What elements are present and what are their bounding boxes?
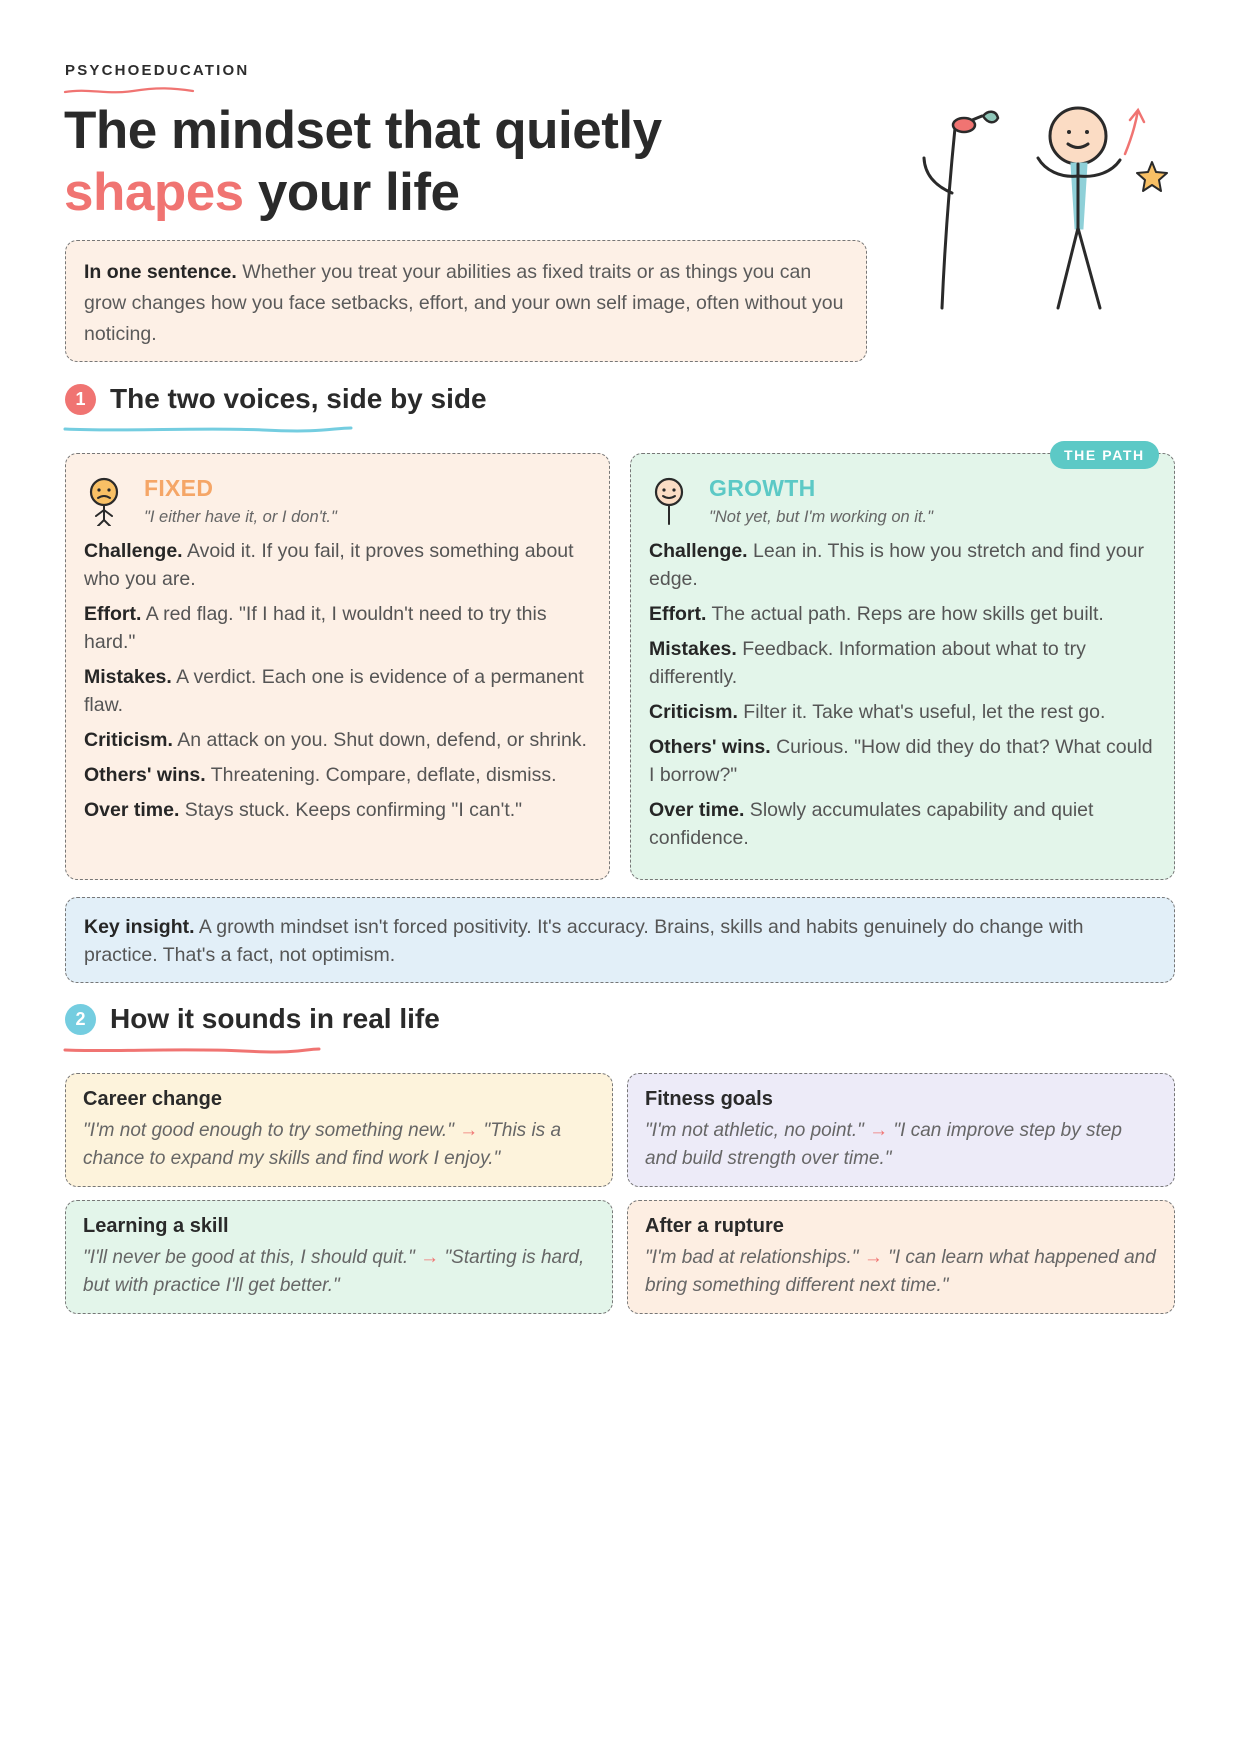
eyebrow-squiggle	[63, 86, 195, 96]
example-card-after-a-rupture	[627, 1200, 1175, 1314]
insight-label: Key insight.	[84, 916, 195, 938]
right-arrow-icon: →	[863, 1247, 883, 1268]
growth-row-others-wins: Others' wins. Curious. "How did they do that? What could I borrow?"	[649, 736, 1153, 786]
section-1-number: 1	[65, 384, 96, 415]
section-1-underline	[63, 424, 353, 434]
example-title: Fitness goals	[645, 1088, 773, 1110]
growth-voice-name: GROWTH	[709, 475, 816, 501]
section-1-heading	[65, 383, 487, 415]
star-icon	[1137, 162, 1167, 191]
up-arrow-icon	[1125, 110, 1144, 154]
example-title: Career change	[83, 1088, 222, 1110]
growth-row-effort: Effort. The actual path. Reps are how skills get built.	[649, 603, 1104, 625]
fixed-row-mistakes: Mistakes. A verdict. Each one is evidence of a permanent flaw.	[84, 666, 584, 716]
eyebrow-label: PSYCHOEDUCATION	[65, 62, 250, 79]
title-line-1: The mindset that quietly	[64, 101, 662, 160]
example-title: Learning a skill	[83, 1215, 229, 1237]
the-path-badge: THE PATH	[1050, 441, 1159, 469]
example-quote: "I'm not good enough to try something new." → "This is a chance to expand my skills and find work I enjoy."	[83, 1120, 562, 1169]
section-2-number: 2	[65, 1004, 96, 1035]
growth-panel-header	[649, 474, 1156, 527]
fixed-row-effort: Effort. A red flag. "If I had it, I wouldn't need to try this hard."	[84, 603, 547, 653]
right-arrow-icon: →	[459, 1120, 479, 1141]
example-card-career-change	[65, 1073, 613, 1187]
example-card-fitness-goals	[627, 1073, 1175, 1187]
example-quote: "I'm bad at relationships." → "I can learn what happened and bring something different next time."	[645, 1247, 1156, 1296]
growth-row-criticism: Criticism. Filter it. Take what's useful, let the rest go.	[649, 701, 1106, 723]
section-2-title: How it sounds in real life	[110, 1003, 440, 1034]
flower-figure-illustration	[924, 112, 998, 308]
title-line-2-rest: your life	[243, 163, 460, 222]
insight-text: A growth mindset isn't forced positivity. It's accuracy. Brains, skills and habits genuinely do change with practice. That's a fact, not optimism.	[84, 916, 1084, 966]
section-2-underline	[63, 1045, 323, 1055]
summary-label: In one sentence.	[84, 261, 237, 283]
growth-row-over-time: Over time. Slowly accumulates capability and quiet confidence.	[649, 799, 1094, 849]
summary-text: Whether you treat your abilities as fixed traits or as things you can grow changes how you face setbacks, effort, and your own self image, often without you noticing.	[84, 261, 844, 345]
stick-figure-illustration	[1038, 108, 1120, 308]
example-title: After a rupture	[645, 1215, 784, 1237]
neutral-face-icon	[649, 476, 689, 526]
growth-row-mistakes: Mistakes. Feedback. Information about what to try differently.	[649, 638, 1086, 688]
fixed-row-others-wins: Others' wins. Threatening. Compare, deflate, dismiss.	[84, 764, 557, 786]
fixed-row-challenge: Challenge. Avoid it. If you fail, it proves something about who you are.	[84, 540, 574, 590]
fixed-row-criticism: Criticism. An attack on you. Shut down, defend, or shrink.	[84, 729, 587, 751]
growth-voice-tagline: "Not yet, but I'm working on it."	[709, 508, 933, 526]
right-arrow-icon: →	[420, 1247, 440, 1268]
example-quote: "I'll never be good at this, I should quit." → "Starting is hard, but with practice I'll get better."	[83, 1247, 585, 1296]
growth-mindset-panel	[630, 453, 1175, 880]
header-illustration	[900, 98, 1190, 318]
page-title	[64, 100, 662, 224]
section-2-heading	[65, 1003, 440, 1035]
title-accent-word: shapes	[64, 163, 244, 222]
fixed-voice-name: FIXED	[144, 475, 214, 501]
right-arrow-icon: →	[869, 1120, 889, 1141]
fixed-mindset-panel	[65, 453, 610, 880]
growth-row-challenge: Challenge. Lean in. This is how you stretch and find your edge.	[649, 540, 1144, 590]
example-card-learning-a-skill	[65, 1200, 613, 1314]
summary-box	[65, 240, 867, 362]
section-1-title: The two voices, side by side	[110, 383, 487, 414]
key-insight-box	[65, 897, 1175, 983]
fixed-panel-header	[84, 474, 591, 527]
fixed-row-over-time: Over time. Stays stuck. Keeps confirming "I can't."	[84, 799, 523, 821]
example-quote: "I'm not athletic, no point." → "I can improve step by step and build strength over time."	[645, 1120, 1122, 1169]
sad-face-icon	[84, 476, 124, 526]
fixed-voice-tagline: "I either have it, or I don't."	[144, 508, 337, 526]
